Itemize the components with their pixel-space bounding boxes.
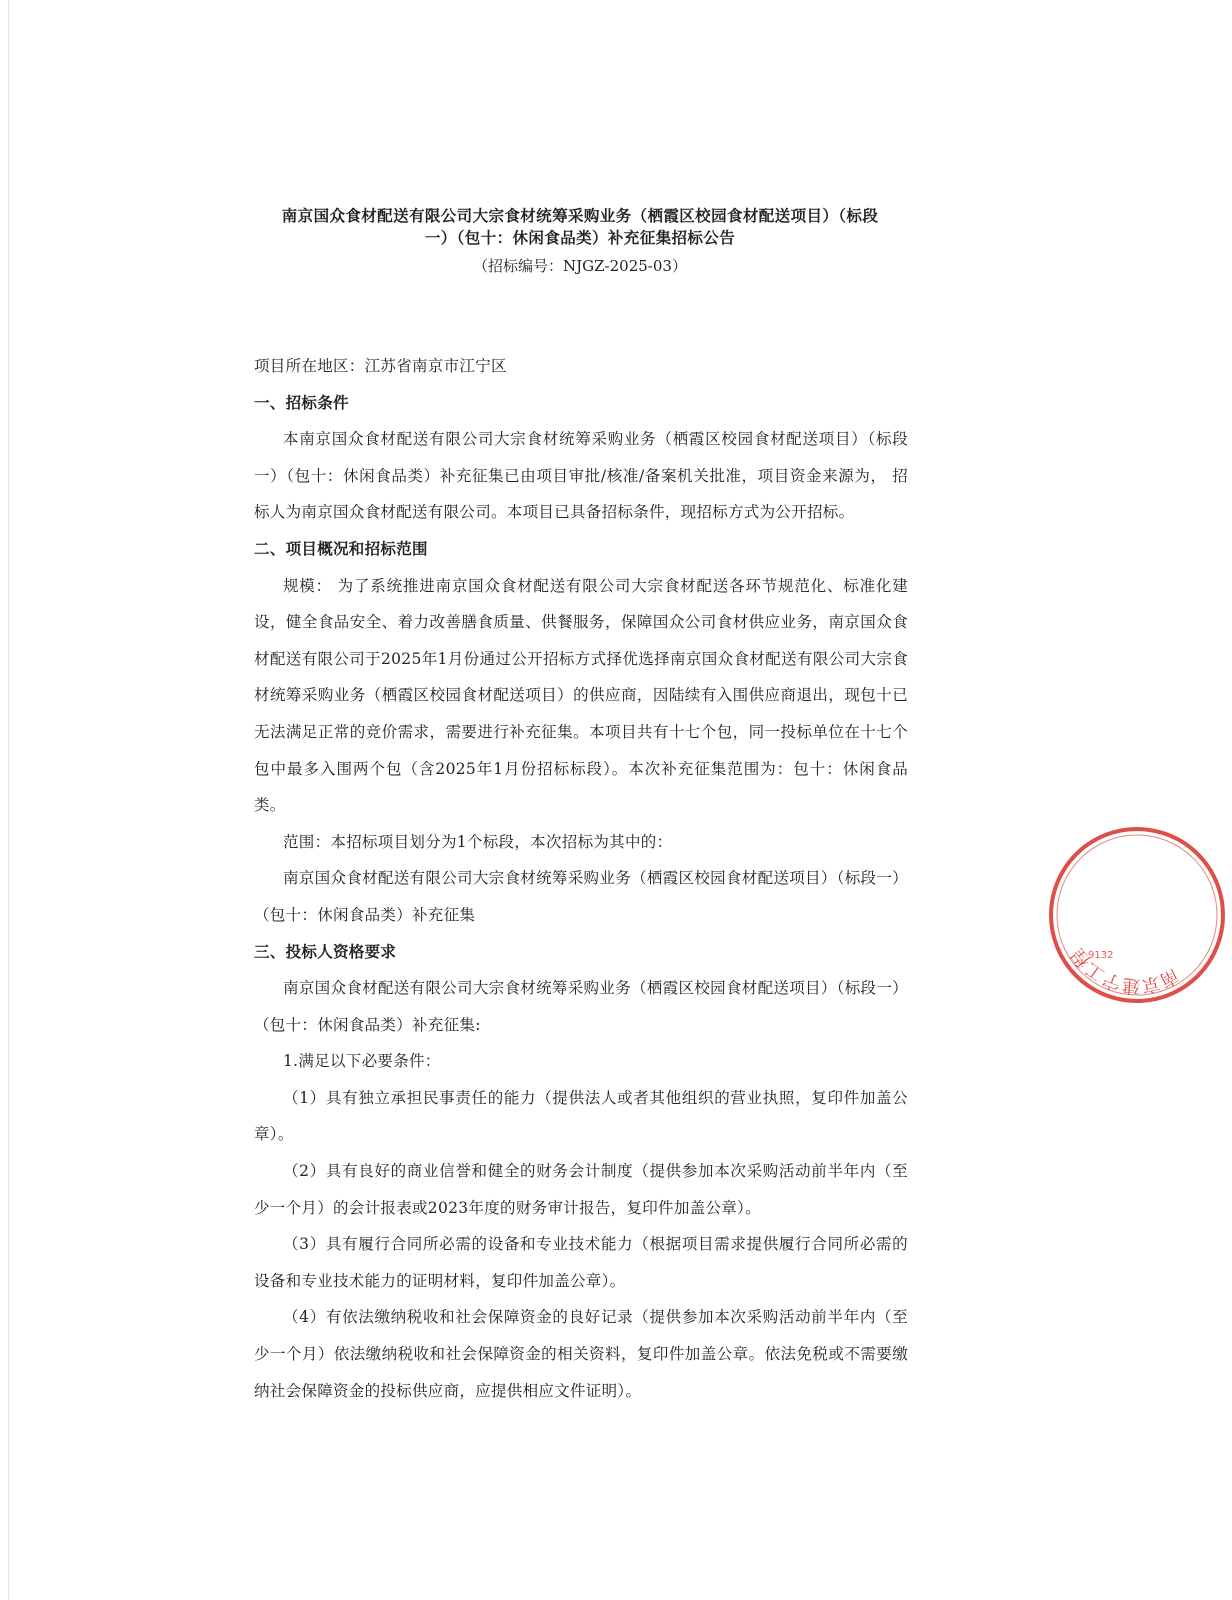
project-scale-paragraph: 规模： 为了系统推进南京国众食材配送有限公司大宗食材配送各环节规范化、标准化建设，健全食品安全、着力改善膳食质量、供餐服务，保障国众公司食材供应业务，南京国众食材配送有限公司于2025年1月份通过公开招标方式择优选择南京国众食材配送有限公司大宗食材统筹采购业务（栖霞区校园食材配送项目）的供应商，因陆续有入围供应商退出，现包十已无法满足正常的竞价需求，需要进行补充征集。本项目共有十七个包，同一投标单位在十七个包中最多入围两个包（含2025年1月份招标标段）。本次补充征集范围为：包十：休闲食品类。: [254, 576, 908, 815]
condition-item: （1）具有独立承担民事责任的能力（提供法人或者其他组织的营业执照，复印件加盖公章）。: [254, 1088, 908, 1144]
section-1-paragraph: 本南京国众食材配送有限公司大宗食材统筹采购业务（栖霞区校园食材配送项目）（标段一）（包十：休闲食品类）补充征集已由项目审批/核准/备案机关批准，项目资金来源为， 招标人为南京国众食材配送有限公司。本项目已具备招标条件，现招标方式为公开招标。: [254, 430, 908, 522]
project-range-paragraph: 范围：本招标项目划分为1个标段，本次招标为其中的：: [283, 832, 673, 851]
qualification-intro: 南京国众食材配送有限公司大宗食材统筹采购业务（栖霞区校园食材配送项目）（标段一）（包十：休闲食品类）补充征集:: [254, 979, 908, 1034]
seal-text: 南京建宁工程: [1067, 944, 1182, 997]
seal-number: 9132: [1088, 950, 1114, 961]
project-location: 项目所在地区：江苏省南京市江宁区: [254, 357, 507, 375]
document-body: [254, 348, 908, 1409]
section-heading-1: 一、招标条件: [254, 392, 349, 412]
document-title: [254, 205, 906, 249]
section-heading-3: 三、投标人资格要求: [254, 941, 397, 961]
condition-item: （4）有依法缴纳税收和社会保障资金的良好记录（提供参加本次采购活动前半年内（至少一个月）依法缴纳税收和社会保障资金的相关资料，复印件加盖公章。依法免税或不需要缴纳社会保障资金的投标供应商，应提供相应文件证明）。: [254, 1308, 908, 1400]
title-line-1: 南京国众食材配送有限公司大宗食材统筹采购业务（栖霞区校园食材配送项目）（标段: [281, 206, 879, 225]
lot-name-paragraph: 南京国众食材配送有限公司大宗食材统筹采购业务（栖霞区校园食材配送项目）（标段一）（包十：休闲食品类）补充征集: [254, 869, 908, 924]
document-header: [254, 205, 906, 277]
conditions-title: 1.满足以下必要条件：: [283, 1052, 441, 1071]
tender-code: （招标编号：NJGZ-2025-03）: [473, 257, 687, 275]
condition-item: （2）具有良好的商业信誉和健全的财务会计制度（提供参加本次采购活动前半年内（至少一个月）的会计报表或2023年度的财务审计报告，复印件加盖公章）。: [254, 1162, 908, 1217]
section-heading-2: 二、项目概况和招标范围: [254, 538, 428, 558]
page-edge: [8, 0, 9, 1600]
official-seal: [1042, 820, 1232, 1010]
title-line-2: 一）（包十：休闲食品类）补充征集招标公告: [424, 228, 736, 247]
condition-item: （3）具有履行合同所必需的设备和专业技术能力（根据项目需求提供履行合同所必需的设备和专业技术能力的证明材料，复印件加盖公章）。: [254, 1235, 908, 1290]
